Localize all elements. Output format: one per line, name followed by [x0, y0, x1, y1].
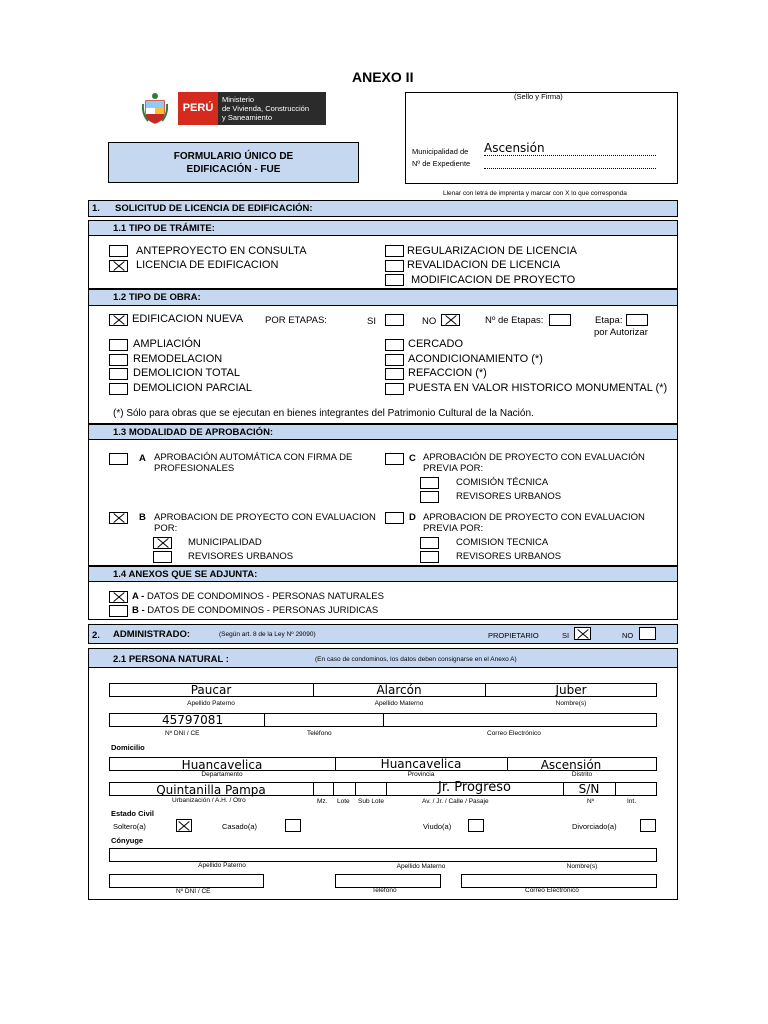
obra-demolicion-parcial-label: DEMOLICION PARCIAL [133, 382, 252, 394]
por-etapas-label: POR ETAPAS: [265, 315, 327, 326]
tramite-anteproyecto-checkbox[interactable] [109, 245, 128, 257]
modalidad-d-comision-checkbox[interactable] [420, 537, 439, 549]
obra-puesta-en-valor-label: PUESTA EN VALOR HISTORICO MONUMENTAL (*) [408, 382, 668, 394]
modalidad-b-municipalidad-label: MUNICIPALIDAD [188, 537, 262, 548]
obra-demolicion-total-label: DEMOLICION TOTAL [133, 367, 240, 379]
casado-label: Casado(a) [222, 822, 258, 831]
obra-nueva-checkbox[interactable] [109, 314, 128, 326]
num-etapas-label: Nº de Etapas: [485, 315, 544, 326]
sublote-field[interactable] [356, 783, 386, 795]
modalidad-c-comision-label: COMISIÓN TÉCNICA [456, 477, 549, 488]
modalidad-c-comision-checkbox[interactable] [420, 477, 439, 489]
modalidad-header: 1.3 MODALIDAD DE APROBACIÓN: [88, 424, 678, 440]
divorciado-checkbox[interactable] [640, 819, 656, 832]
modalidad-c-revisores-label: REVISORES URBANOS [456, 491, 562, 502]
tramite-revalidacion-checkbox[interactable] [385, 260, 404, 272]
section2-header: 2. ADMINISTRADO: (Según art. 8 de la Ley Nº 29090) PROPIETARIO SI NO [88, 624, 678, 644]
estado-civil-label: Estado Civil [111, 809, 154, 818]
etapa-label: Etapa: [595, 315, 623, 326]
conyuge-telefono-field[interactable] [335, 874, 441, 888]
anexo-a-label: A - DATOS DE CONDOMINOS - PERSONAS NATURALES [132, 591, 384, 602]
obra-acondicionamiento-checkbox[interactable] [385, 354, 404, 366]
dni-field[interactable]: 45797081 [162, 713, 224, 727]
soltero-label: Soltero(a) [113, 822, 146, 831]
via-field[interactable]: Jr. Progreso [438, 780, 511, 795]
urbanizacion-field[interactable]: Quintanilla Pampa [156, 783, 266, 797]
distrito-field[interactable]: Ascensión [540, 758, 602, 772]
nombres-field[interactable]: Juber [555, 683, 587, 697]
casado-checkbox[interactable] [285, 819, 301, 832]
obra-note: (*) Sólo para obras que se ejecutan en bienes integrantes del Patrimonio Cultural de la Nación. [113, 408, 534, 419]
modalidad-d-revisores-checkbox[interactable] [420, 551, 439, 563]
propietario-no-label: NO [622, 631, 634, 640]
section1-header: 1. SOLICITUD DE LICENCIA DE EDIFICACIÓN: [88, 200, 678, 217]
viudo-checkbox[interactable] [468, 819, 484, 832]
propietario-si-label: SI [562, 631, 570, 640]
obra-refaccion-checkbox[interactable] [385, 368, 404, 380]
stamp-box [405, 92, 678, 184]
annex-title: ANEXO II [352, 69, 414, 85]
form-title-line2: EDIFICACIÓN - FUE [186, 164, 281, 175]
logo-country: PERÚ [178, 92, 218, 125]
modalidad-d-label: APROBACION DE PROYECTO CON EVALUACION [423, 512, 645, 523]
provincia-field[interactable]: Huancavelica [380, 757, 462, 771]
modalidad-b-label: APROBACION DE PROYECTO CON EVALUACION [154, 512, 376, 523]
tramite-regularizacion-label: REGULARIZACION DE LICENCIA [407, 245, 577, 257]
viudo-label: Viudo(a) [423, 822, 452, 831]
etapas-no-checkbox[interactable] [441, 314, 460, 326]
obra-cercado-label: CERCADO [408, 338, 464, 350]
modalidad-c-checkbox[interactable] [385, 453, 404, 465]
obra-ampliacion-label: AMPLIACIÓN [133, 338, 201, 350]
modalidad-b-checkbox[interactable] [109, 512, 128, 524]
correo-field[interactable] [384, 714, 656, 726]
file-number-field[interactable] [484, 168, 656, 169]
soltero-checkbox[interactable] [176, 819, 192, 832]
modalidad-d-comision-label: COMISION TECNICA [456, 537, 549, 548]
etapa-field[interactable] [626, 314, 648, 326]
divorciado-label: Divorciado(a) [572, 822, 617, 831]
anexo-b-label: B - DATOS DE CONDOMINOS - PERSONAS JURIDICAS [132, 605, 379, 616]
file-label: Nº de Expediente [412, 159, 471, 168]
etapas-si-checkbox[interactable] [385, 314, 404, 326]
obra-header: 1.2 TIPO DE OBRA: [88, 289, 678, 306]
section1-title: SOLICITUD DE LICENCIA DE EDIFICACIÓN: [115, 203, 313, 214]
stamp-label: (Sello y Firma) [514, 92, 563, 101]
obra-nueva-label: EDIFICACION NUEVA [132, 313, 244, 325]
modalidad-d-checkbox[interactable] [385, 512, 404, 524]
tramite-regularizacion-checkbox[interactable] [385, 245, 404, 257]
conyuge-label: Cónyuge [111, 836, 144, 845]
tramite-licencia-checkbox[interactable] [109, 260, 128, 272]
ministry-logo [142, 92, 326, 125]
mz-field[interactable] [314, 783, 333, 795]
modalidad-c-revisores-checkbox[interactable] [420, 491, 439, 503]
tramite-revalidacion-label: REVALIDACION DE LICENCIA [407, 259, 561, 271]
conyuge-names-field[interactable] [110, 849, 656, 861]
obra-cercado-checkbox[interactable] [385, 339, 404, 351]
tramite-anteproyecto-label: ANTEPROYECTO EN CONSULTA [136, 245, 307, 257]
conyuge-dni-field[interactable] [109, 874, 264, 888]
propietario-no-checkbox[interactable] [639, 627, 656, 640]
etapas-no-label: NO [422, 316, 437, 327]
modalidad-b-revisores-checkbox[interactable] [153, 551, 172, 563]
propietario-si-checkbox[interactable] [574, 627, 591, 640]
obra-ampliacion-checkbox[interactable] [109, 339, 128, 351]
obra-puesta-en-valor-checkbox[interactable] [385, 383, 404, 395]
obra-demolicion-parcial-checkbox[interactable] [109, 383, 128, 395]
form-title-line1: FORMULARIO ÚNICO DE [173, 151, 294, 162]
etapas-si-label: SI [367, 316, 376, 327]
num-etapas-field[interactable] [549, 314, 571, 326]
por-autorizar-label: por Autorizar [594, 327, 648, 338]
obra-remodelacion-label: REMODELACION [133, 353, 223, 365]
modalidad-a-label: APROBACIÓN AUTOMÁTICA CON FIRMA DE [154, 452, 353, 463]
tramite-header: 1.1 TIPO DE TRÁMITE: [88, 220, 678, 236]
tramite-licencia-label: LICENCIA DE EDIFICACION [136, 259, 279, 271]
coat-of-arms-icon [142, 92, 168, 125]
municipality-label: Municipalidad de [412, 147, 469, 156]
obra-demolicion-total-checkbox[interactable] [109, 368, 128, 380]
tramite-modificacion-checkbox[interactable] [385, 274, 404, 286]
persona-natural-header: 2.1 PERSONA NATURAL : (En caso de condominos, los datos deben consignarse en el Anexo A) [88, 648, 678, 668]
apellido-materno-field[interactable]: Alarcón [376, 683, 422, 697]
form-title-box [108, 142, 359, 183]
instructions: Llenar con letra de imprenta y marcar con X lo que corresponda [443, 190, 627, 197]
modalidad-b-revisores-label: REVISORES URBANOS [188, 551, 294, 562]
section2-law-note: (Según art. 8 de la Ley Nº 29090) [219, 631, 316, 638]
departamento-field[interactable]: Huancavelica [181, 758, 263, 772]
municipality-value[interactable]: Ascensión [484, 141, 545, 155]
obra-acondicionamiento-label: ACONDICIONAMIENTO (*) [408, 353, 543, 365]
obra-refaccion-label: REFACCION (*) [408, 367, 487, 379]
domicilio-label: Domicilio [111, 743, 145, 752]
anexo-a-checkbox[interactable] [109, 591, 128, 603]
modalidad-a-checkbox[interactable] [109, 453, 128, 465]
obra-remodelacion-checkbox[interactable] [109, 354, 128, 366]
anexos-header: 1.4 ANEXOS QUE SE ADJUNTA: [88, 566, 678, 582]
modalidad-b-municipalidad-checkbox[interactable] [153, 537, 172, 549]
apellido-paterno-field[interactable]: Paucar [190, 683, 232, 697]
lote-field[interactable] [334, 783, 355, 795]
modalidad-d-revisores-label: REVISORES URBANOS [456, 551, 562, 562]
persona-natural-note: (En caso de condominos, los datos deben consignarse en el Anexo A) [315, 656, 517, 663]
conyuge-correo-field[interactable] [461, 874, 657, 888]
propietario-label: PROPIETARIO [488, 631, 539, 640]
numero-field[interactable]: S/N [578, 782, 600, 796]
anexo-b-checkbox[interactable] [109, 605, 128, 617]
tramite-modificacion-label: MODIFICACION DE PROYECTO [411, 274, 576, 286]
section2-title: ADMINISTRADO: [113, 629, 191, 640]
modalidad-c-label: APROBACIÓN DE PROYECTO CON EVALUACIÓN [423, 452, 645, 463]
telefono-field[interactable] [265, 714, 382, 726]
municipality-line [484, 155, 656, 156]
logo-ministry-text: Ministerio de Vivienda, Construcción y Saneamiento [218, 92, 326, 125]
interior-field[interactable] [616, 783, 656, 795]
